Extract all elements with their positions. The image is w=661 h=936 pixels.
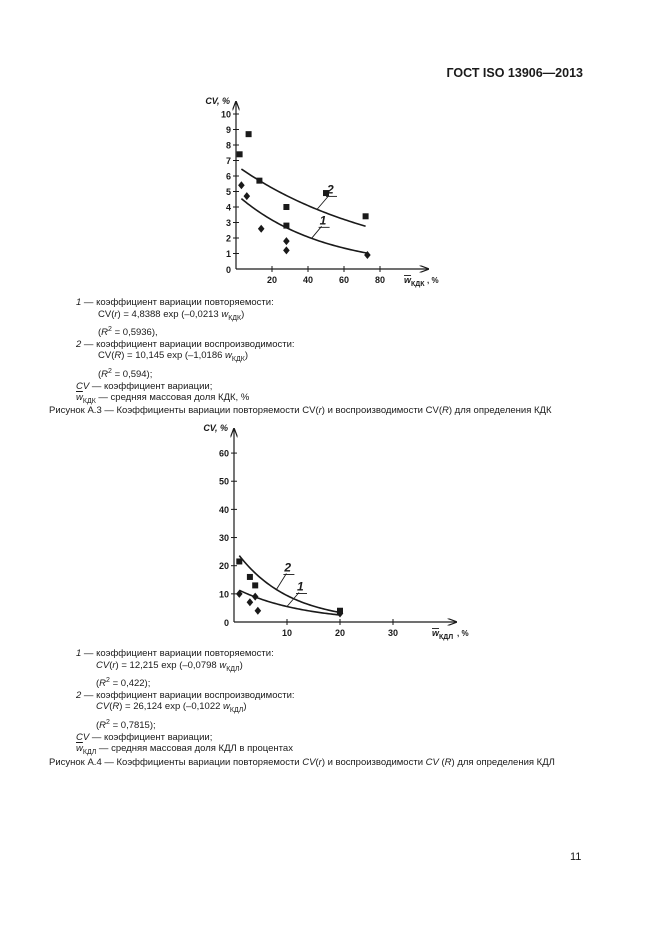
y-tick-label: 1 <box>225 249 231 259</box>
x-tick-label: 10 <box>281 628 293 638</box>
data-point-square <box>337 608 343 614</box>
legend-a3-line2: 2 — коэффициент вариации воспроизводимости: <box>76 338 295 350</box>
y-tick-label: 8 <box>225 140 231 151</box>
curve-label-leader <box>312 226 322 238</box>
y-tick-label: 7 <box>225 156 231 166</box>
x-tick-label: 80 <box>374 275 386 285</box>
curve-label: 2 <box>284 560 292 575</box>
data-point-diamond <box>283 237 290 245</box>
legend-a4-w: $\overline{w}_{КДЛ}$ — средняя массовая доля КДЛ в процентах <box>76 743 293 757</box>
y-tick-label: 60 <box>218 448 229 459</box>
data-point-square <box>236 558 242 564</box>
curve-label-leader <box>276 574 286 590</box>
legend-a3-r2-1: $(R^2 = 0,5936)$, <box>98 326 158 339</box>
legend-a3-formula1: CV(r) = 4,8388 exp (–0,0213 $w_{КДК}$) <box>98 308 245 322</box>
data-point-square <box>363 213 369 219</box>
x-axis-label-subscript: КДК <box>411 281 425 288</box>
y-tick-label: 6 <box>225 171 231 182</box>
document-header: ГОСТ ISO 13906—2013 <box>446 66 583 80</box>
data-point-square <box>252 582 258 588</box>
x-axis-label-symbol: w <box>404 275 412 285</box>
data-point-diamond <box>252 593 259 601</box>
legend-a4 <box>76 648 295 759</box>
x-tick-label: 30 <box>387 628 399 638</box>
legend-a4-cv: CV — коэффициент вариации; <box>76 731 213 743</box>
data-point-diamond <box>238 181 245 189</box>
chart-a3 <box>198 92 438 292</box>
data-point-diamond <box>283 246 290 254</box>
legend-a4-formula2: CV(R) = 26,124 exp (–0,1022 $w_{КДЛ}$) <box>96 701 247 715</box>
x-tick-label: 20 <box>334 628 346 638</box>
data-point-square <box>247 574 253 580</box>
x-tick-label: 40 <box>302 275 314 285</box>
trend-curve-2 <box>241 169 365 226</box>
y-tick-label: 40 <box>218 504 229 515</box>
data-point-square <box>283 223 289 229</box>
curve-label: 1 <box>297 579 304 594</box>
legend-a4-formula1: CV(r) = 12,215 exp (–0,0798 $w_{КДЛ}$) <box>96 659 243 673</box>
x-axis-label-subscript: КДЛ <box>439 634 454 641</box>
curve-label: 2 <box>327 182 334 197</box>
data-point-square <box>256 178 262 184</box>
y-tick-label: 30 <box>218 533 229 544</box>
y-tick-label: 9 <box>225 125 231 135</box>
data-point-square <box>283 204 289 210</box>
legend-a3-formula2: CV(R) = 10,145 exp (–1,0186 $w_{КДК}$) <box>98 350 248 364</box>
x-axis-label-symbol: w <box>432 628 440 638</box>
legend-a3-cv: CV — коэффициент вариации; <box>76 380 213 392</box>
data-point-diamond <box>244 192 251 200</box>
data-point-diamond <box>255 607 262 615</box>
y-tick-label: 10 <box>220 109 231 120</box>
y-axis-label: CV, % <box>203 423 228 433</box>
data-point-square <box>246 131 252 137</box>
legend-a3-line1: 1 — коэффициент вариации повторяемости: <box>76 297 274 308</box>
y-tick-label: 10 <box>218 589 229 600</box>
data-point-square <box>237 151 243 157</box>
curve-label: 1 <box>319 213 327 228</box>
legend-a4-r2-2: $(R^2 = 0,7815)$; <box>96 718 156 732</box>
x-tick-label: 60 <box>338 275 350 285</box>
legend-a3-w: $\overline{w}_{КДК}$ — средняя массовая доля КДК, % <box>76 392 250 406</box>
y-tick-label: 50 <box>218 476 229 487</box>
legend-a4-line1: 1 — коэффициент вариации повторяемости: <box>76 648 274 659</box>
legend-a4-line2: 2 — коэффициент вариации воспроизводимости: <box>76 689 295 701</box>
y-axis-label: CV, % <box>205 96 230 106</box>
y-tick-label: 4 <box>225 202 231 213</box>
x-axis-label-unit: , % <box>457 629 469 638</box>
x-tick-label: 20 <box>266 275 278 285</box>
data-point-diamond <box>247 598 254 606</box>
curve-label-leader <box>317 195 329 209</box>
page-number: 11 <box>570 851 582 863</box>
data-point-diamond <box>258 225 265 233</box>
caption-a4: Рисунок А.4 — Коэффициенты вариации повторяемости CV(r) и воспроизводимости CV (R) для определения КДЛ <box>49 757 555 768</box>
origin-label: 0 <box>225 265 231 275</box>
y-tick-label: 5 <box>225 187 231 197</box>
y-tick-label: 2 <box>225 233 231 244</box>
legend-a3 <box>76 297 295 408</box>
caption-a3: Рисунок А.3 — Коэффициенты вариации повторяемости CV(r) и воспроизводимости CV(R) для определения КДК <box>49 405 552 416</box>
chart-a4 <box>188 423 469 642</box>
legend-a4-r2-1: $(R^2 = 0,422)$; <box>96 677 151 690</box>
y-tick-label: 20 <box>218 561 229 572</box>
origin-label: 0 <box>223 618 229 628</box>
x-axis-label-unit: , % <box>427 276 439 285</box>
y-tick-label: 3 <box>225 218 231 228</box>
legend-a3-r2-2: $(R^2 = 0,594)$; <box>98 367 153 381</box>
